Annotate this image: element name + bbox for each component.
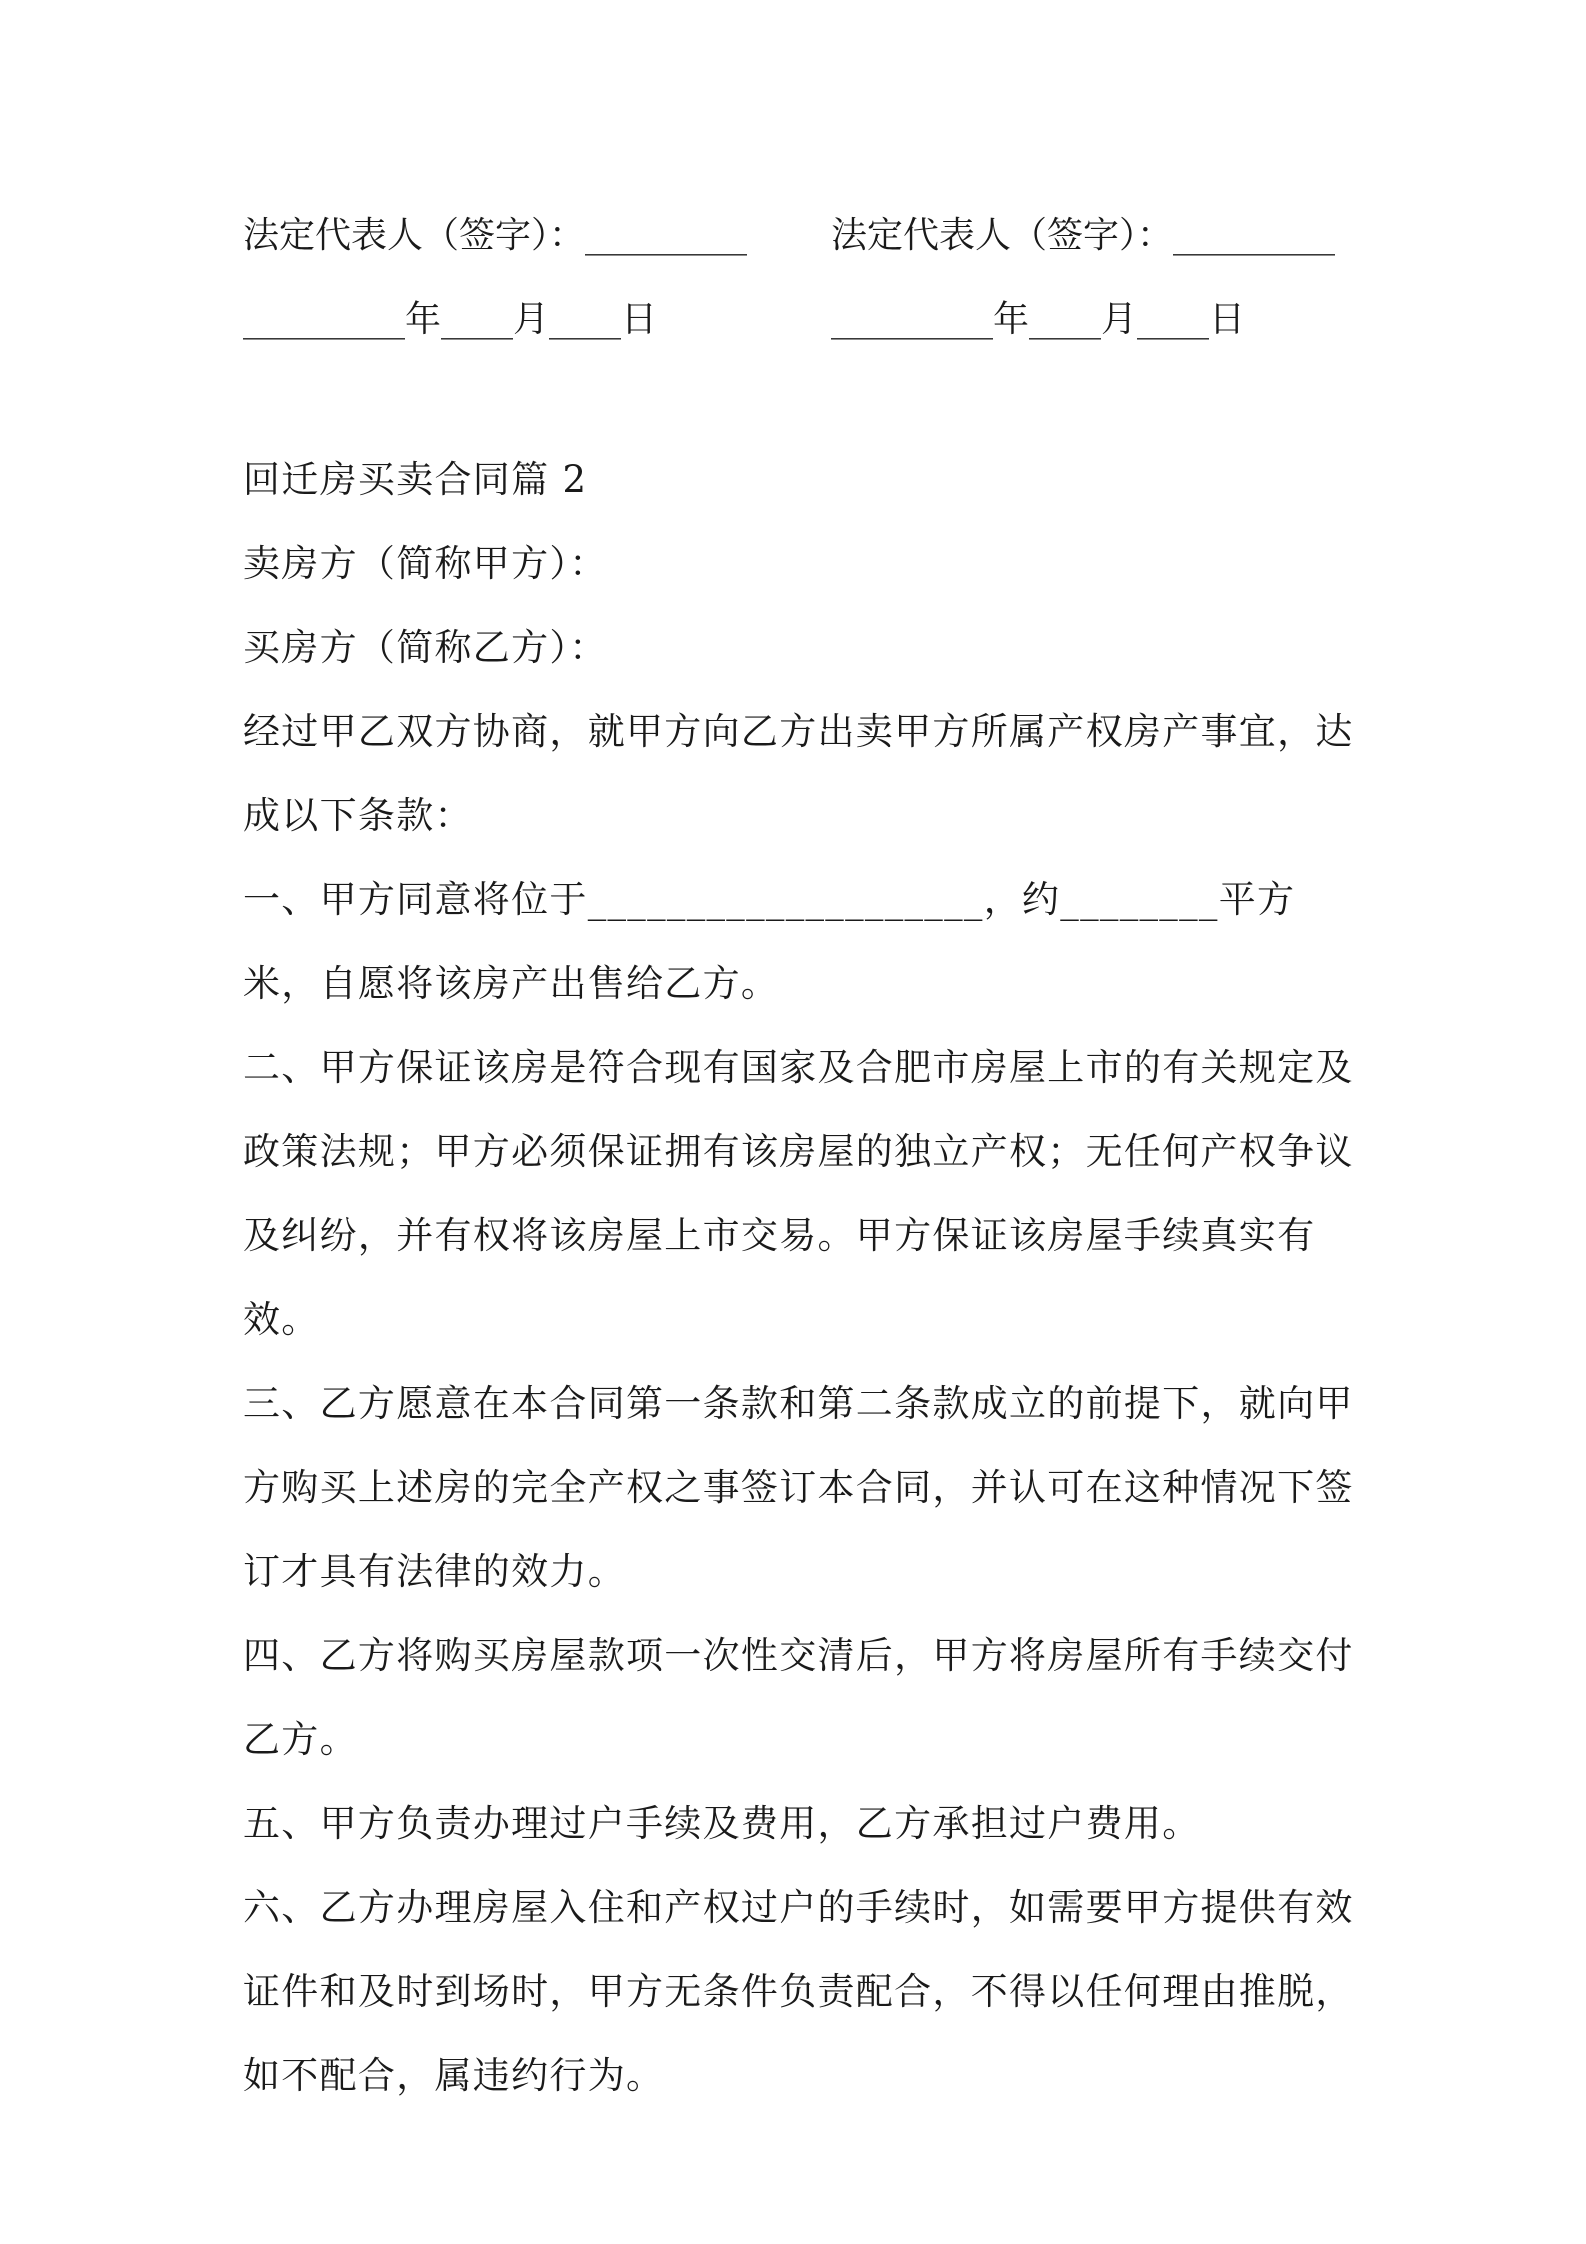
contract-title: 回迁房买卖合同篇 2 xyxy=(243,458,588,501)
intro-paragraph: 经过甲乙双方协商，就甲方向乙方出卖甲方所属产权房产事宜，达成以下条款： xyxy=(243,710,1354,837)
document-content xyxy=(243,190,1358,2118)
seller-signing-date: _________年____月____日 xyxy=(243,298,657,340)
clause-2: 二、甲方保证该房是符合现有国家及合肥市房屋上市的有关规定及政策法规；甲方必须保证拥有该房屋的独立产权；无任何产权争议及纠纷，并有权将该房屋上市交易。甲方保证该房屋手续真实有效。 xyxy=(243,1046,1354,1341)
clause-1: 一、甲方同意将位于____________________，约________平方米，自愿将该房产出售给乙方。 xyxy=(243,878,1296,1005)
clause-4: 四、乙方将购买房屋款项一次性交清后，甲方将房屋所有手续交付乙方。 xyxy=(243,1634,1354,1761)
seller-line: 卖房方（简称甲方）： xyxy=(243,542,608,585)
section-spacer xyxy=(243,358,1358,438)
buyer-line: 买房方（简称乙方）： xyxy=(243,626,608,669)
clause-5: 五、甲方负责办理过户手续及费用，乙方承担过户费用。 xyxy=(243,1802,1201,1845)
clause-6: 六、乙方办理房屋入住和产权过户的手续时，如需要甲方提供有效证件和及时到场时，甲方无条件负责配合，不得以任何理由推脱，如不配合，属违约行为。 xyxy=(243,1886,1354,2097)
seller-representative-signature: 法定代表人（签字）：_________ xyxy=(243,214,748,256)
clause-3: 三、乙方愿意在本合同第一条款和第二条款成立的前提下，就向甲方购买上述房的完全产权之事签订本合同，并认可在这种情况下签订才具有法律的效力。 xyxy=(243,1382,1354,1593)
buyer-signing-date: _________年____月____日 xyxy=(831,298,1245,340)
signature-row xyxy=(243,190,1358,274)
date-row xyxy=(243,274,1358,358)
buyer-representative-signature: 法定代表人（签字）：_________ xyxy=(831,214,1336,256)
